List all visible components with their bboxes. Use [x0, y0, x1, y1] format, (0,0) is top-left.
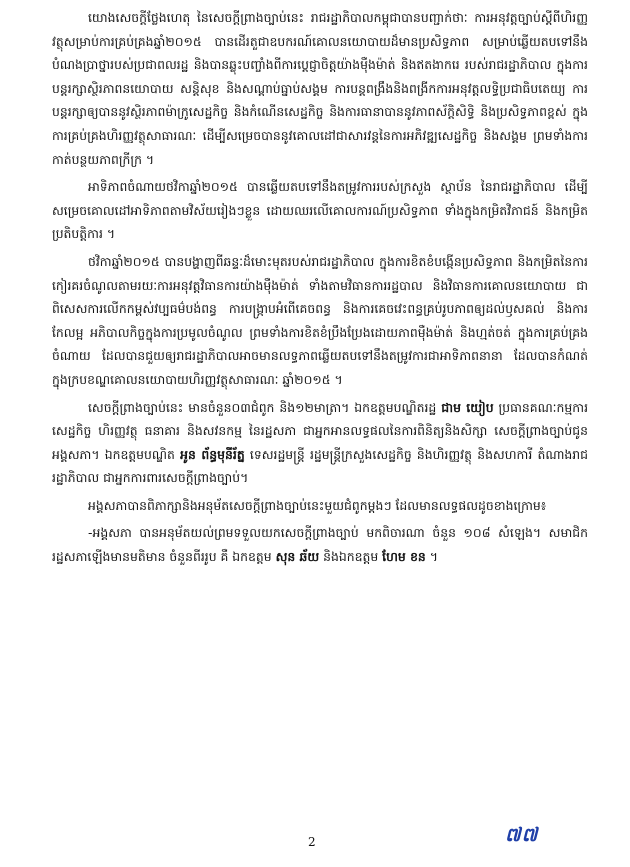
paragraph-4-text-a: សេចក្តីព្រាងច្បាប់នេះ មានចំនួន០៣ជំពូក និង១២មាត្រា។ ឯកឧត្តមបណ្ឌិតរដ្ឋ: [88, 399, 442, 415]
handwritten-page-mark: ៧៧: [505, 824, 539, 846]
paragraph-4-text-c: ប្រធានគណៈកម្មការសេដ្ឋកិច្ច ហិរញ្ញវត្ថុ ធនាគារ និងសវនកម្ម នៃរដ្ឋសភា ជាអ្នកអានលទ្ធផលនៃការពិនិត្យនិងសិក្សា សេចក្តីព្រាងច្បាប់ជូនអង្គសភា។ ឯកឧត្តមបណ្ឌិត: [52, 399, 589, 462]
paragraph-5: អង្គសភាបានពិភាក្សានិងអនុម័តសេចក្តីព្រាងច្បាប់នេះមួយជំពូកម្តងៗ ដែលមានលទ្ធផលដូចខាងក្រោម៖: [88, 497, 547, 513]
name-chheam-yeap: ជាម យៀប: [441, 399, 494, 415]
paragraph-6: [52, 521, 588, 568]
paragraph-6-text-c: និងឯកឧត្តម: [319, 549, 383, 565]
paragraph-4-text-e: ទេសរដ្ឋមន្ត្រី រដ្ឋមន្ត្រីក្រសួងសេដ្ឋកិច្ច និងហិរញ្ញវត្ថុ និងសហការី តំណាងរាជរដ្ឋាភិបាល ជាអ្នកការពារសេចក្តីព្រាងច្បាប់។: [52, 446, 588, 486]
paragraph-4: [52, 396, 588, 490]
paragraph-3: ថវិកាឆ្នាំ២០១៥ បានបង្ហាញពីឆន្ទៈដ៏មោះមុតរបស់រាជរដ្ឋាភិបាល ក្នុងការខិតខំបង្កើនប្រសិទ្ធភាព និងកម្រិតនៃការកៀរគរចំណូលតាមរយៈការអនុវត្តវិធានការយ៉ាងម៉ឺងម៉ាត់ ទាំងតាមវិធានការរដ្ឋបាល និងវិធានការគោលនយោបាយ ជាពិសេសការលើកកម្ពស់វប្បធម៌បង់ពន្ធ ការបង្ក្រាបអំពើគេចពន្ធ និងការគេចវេះពន្ធគ្រប់រូបភាពឲ្យដល់ឫសគល់ និងការកែលម្អ អភិបាលកិច្ចក្នុងការប្រមូលចំណូល ព្រមទាំងការខិតខំប្រឹងប្រែងដោយភាពម៉ឺងម៉ាត់ និងហ្មត់ចត់ ក្នុងការគ្រប់គ្រងចំណាយ ដែលបានជួយឲ្យរាជរដ្ឋាភិបាលអាចមានលទ្ធភាពឆ្លើយតបទៅនឹងតម្រូវការជាអាទិភាពនានា ដែលបានកំណត់ ក្នុងក្របខណ្ឌគោលនយោបាយហិរញ្ញវត្ថុសាធារណៈ ឆ្នាំ២០១៥ ។: [52, 253, 588, 387]
name-hem-khan: ហែម ខន: [382, 549, 426, 565]
name-aun-pornmoniroth: អូន ព័ន្ធមុនីរ័ត្ន: [180, 446, 245, 462]
document-body: [52, 6, 588, 569]
paragraph-6-text-e: ។: [425, 549, 438, 565]
page-number: 2: [308, 835, 316, 849]
paragraph-1: យោងសេចក្តីថ្លែងហេតុ នៃសេចក្តីព្រាងច្បាប់នេះ រាជរដ្ឋាភិបាលកម្ពុជាបានបញ្ជាក់ថាៈ ការអនុវត្តច្បាប់ស្តីពីហិរញ្ញវត្ថុសម្រាប់ការគ្រប់គ្រងឆ្នាំ២០១៥ បានដើរតួជាឧបករណ៍គោលនយោបាយដ៏មានប្រសិទ្ធភាព សម្រាប់ឆ្លើយតបទៅនឹងបំណងប្រាថ្នារបស់ប្រជាពលរដ្ឋ និងបានឆ្លុះបញ្ចាំងពីការប្តេជ្ញាចិត្តយ៉ាងម៉ឺងម៉ាត់ និងឥតងាករេ របស់រាជរដ្ឋាភិបាល ក្នុងការបន្តរក្សាស្ថិរភាពនយោបាយ សន្តិសុខ និងសណ្តាប់ធ្នាប់សង្គម ការបន្តពង្រឹងនិងពង្រីកការអនុវត្តលទ្ធិប្រជាធិបតេយ្យ ការបន្តរក្សាឲ្យបាននូវស្ថិរភាពម៉ាក្រូសេដ្ឋកិច្ច និងកំណើនសេដ្ឋកិច្ច និងការធានាបាននូវភាពស័ក្តិសិទ្ធិ និងប្រសិទ្ធភាពខ្ពស់ ក្នុងការគ្រប់គ្រងហិរញ្ញវត្ថុសាធារណៈ ដើម្បីសម្រេចបាននូវគោលដៅជាសារវន្តនៃការអភិវឌ្ឍសេដ្ឋកិច្ច និងសង្គម ព្រមទាំងការកាត់បន្ថយភាពក្រីក្រ ។: [52, 10, 588, 167]
paragraph-2: អាទិភាពចំណាយថវិកាឆ្នាំ២០១៥ បានឆ្លើយតបទៅនឹងតម្រូវការរបស់ក្រសួង ស្ថាប័ន នៃរាជរដ្ឋាភិបាល ដើម្បីសម្រេចគោលដៅអាទិភាពតាមវិស័យរៀងៗខ្លួន ដោយឈរលើគោលការណ៍ប្រសិទ្ធភាព ទាំងក្នុងកម្រិតវិភាជន៍ និងកម្រិតប្រតិបត្តិការ ។: [52, 179, 588, 242]
paragraph-6-text-a: -អង្គសភា បានអនុម័តយល់ព្រមទទួលយកសេចក្តីព្រាងច្បាប់ មកពិចារណា ចំនួន ១០៨ សំឡេង។ សមាជិករដ្ឋសភាឡើងមានមតិមាន ចំនួនពីររូប គឺ ឯកឧត្តម: [52, 525, 588, 565]
name-son-chhay: សុន ឆ័យ: [275, 549, 320, 565]
